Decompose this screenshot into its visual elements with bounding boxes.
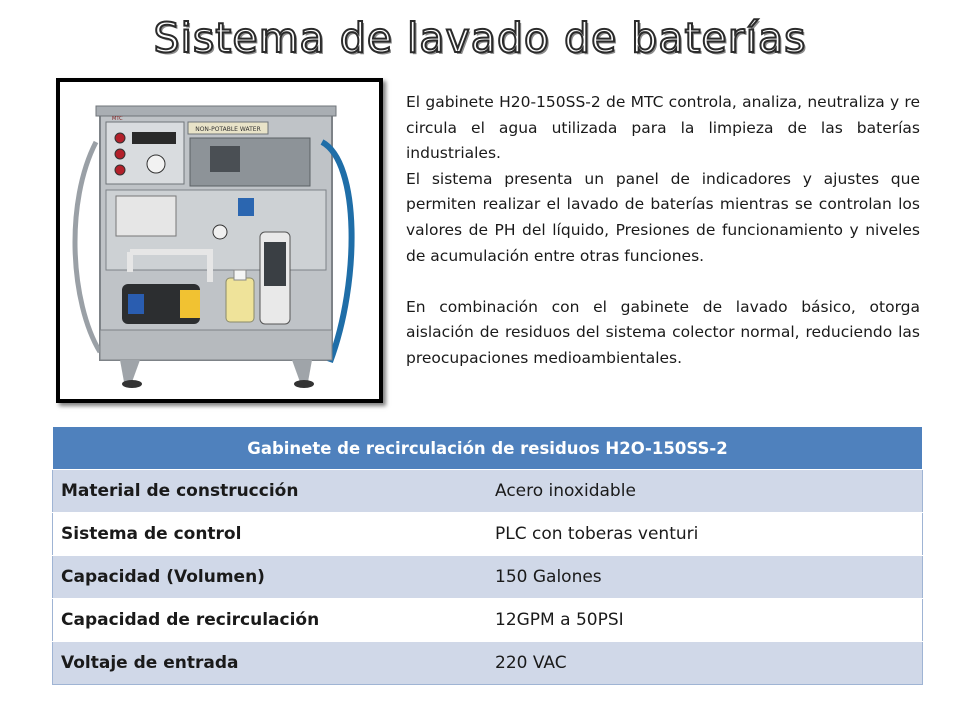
table-row	[53, 599, 923, 642]
product-description	[406, 90, 920, 372]
spec-value: PLC con toberas venturi	[487, 513, 923, 556]
label-plate-text: NON-POTABLE WATER	[195, 126, 261, 133]
spec-value: 220 VAC	[487, 642, 923, 685]
table-row	[53, 470, 923, 513]
spec-label: Capacidad de recirculación	[53, 599, 488, 642]
description-paragraph-2: El sistema presenta un panel de indicadores y ajustes que permiten realizar el lavado de baterías mientras se controlan los valores de PH del líquido, Presiones de funcionamiento y niveles de acumulación entre otras funciones.	[406, 169, 920, 265]
spec-label: Material de construcción	[53, 470, 488, 513]
battery-wash-cabinet-illustration	[60, 82, 379, 399]
product-photo	[56, 78, 383, 403]
table-row	[53, 513, 923, 556]
table-row	[53, 556, 923, 599]
spec-label: Capacidad (Volumen)	[53, 556, 488, 599]
spec-table-header-row	[53, 427, 923, 470]
spec-value: 150 Galones	[487, 556, 923, 599]
spec-table-header: Gabinete de recirculación de residuos H2O-150SS-2	[53, 427, 923, 470]
table-row	[53, 642, 923, 685]
spec-label: Sistema de control	[53, 513, 488, 556]
brand-mark: MTC	[112, 116, 123, 122]
spec-value: Acero inoxidable	[487, 470, 923, 513]
description-paragraph-1: El gabinete H20-150SS-2 de MTC controla, analiza, neutraliza y re circula el agua utilizada para la limpieza de las baterías industriales.	[406, 93, 920, 163]
spec-label: Voltaje de entrada	[53, 642, 488, 685]
slide-title: Sistema de lavado de baterías	[153, 14, 807, 62]
description-paragraph-3: En combinación con el gabinete de lavado básico, otorga aislación de residuos del sistema colector normal, reduciendo las preocupaciones medioambientales.	[406, 297, 920, 367]
spec-value: 12GPM a 50PSI	[487, 599, 923, 642]
spec-table	[52, 426, 923, 685]
